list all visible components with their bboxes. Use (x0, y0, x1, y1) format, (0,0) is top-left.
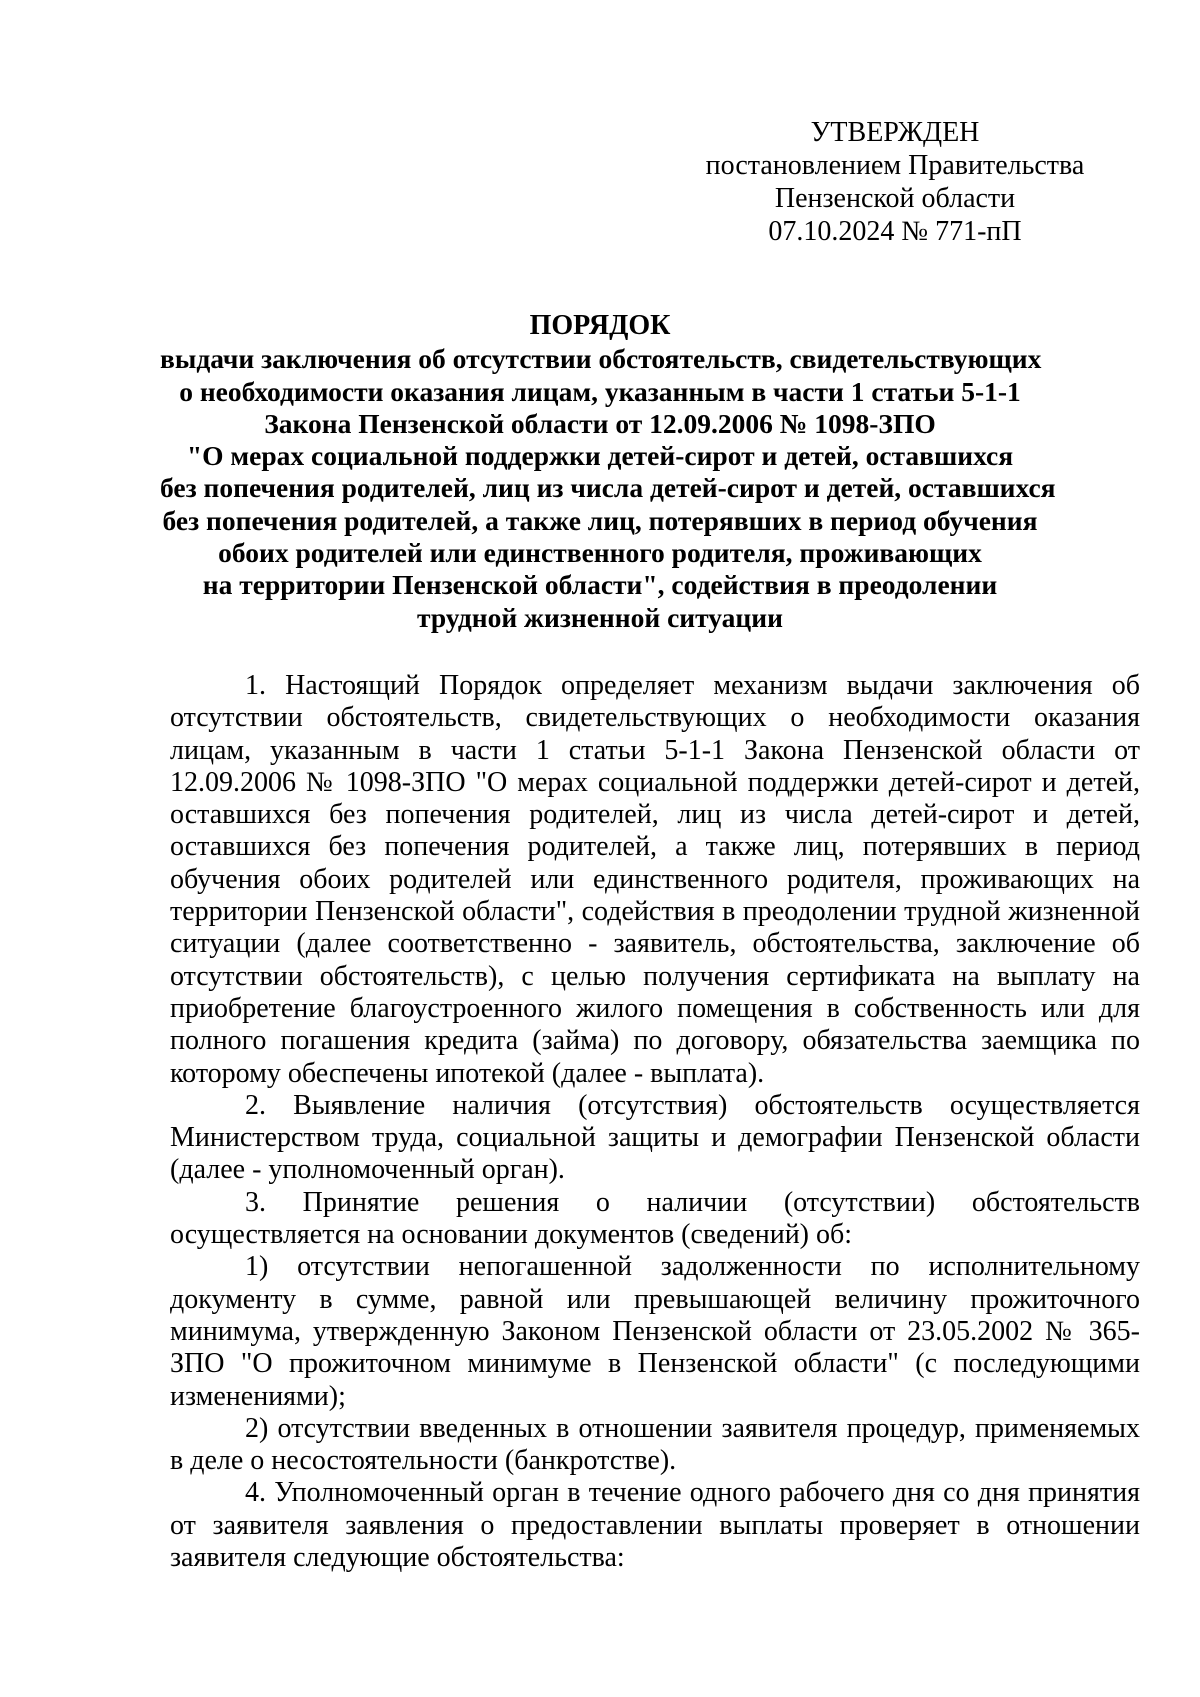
paragraph-2: 2. Выявление наличия (отсутствия) обстоятельств осуществляется Министерством труда, социальной защиты и демографии Пензенской области (далее - уполномоченный орган). (170, 1089, 1140, 1186)
document-body (170, 670, 1140, 1574)
approval-stamp (700, 116, 1090, 248)
subparagraph-3-2: 2) отсутствии введенных в отношении заявителя процедур, применяемых в деле о несостоятельности (банкротстве). (170, 1412, 1140, 1477)
approval-line: УТВЕРЖДЕН (810, 117, 980, 148)
approval-line: Пензенской области (774, 183, 1016, 214)
title-line: выдачи заключения об отсутствии обстоятельств, свидетельствующих (160, 343, 1042, 375)
paragraph-4: 4. Уполномоченный орган в течение одного рабочего дня со дня принятия от заявителя заявления о предоставлении выплаты проверяет в отношении заявителя следующие обстоятельства: (170, 1477, 1140, 1574)
approval-line: постановлением Правительства (705, 150, 1085, 181)
title-main: ПОРЯДОК (529, 310, 671, 341)
title-line: на территории Пензенской области", содействия в преодолении (202, 569, 998, 601)
title-line: обоих родителей или единственного родителя, проживающих (218, 537, 982, 569)
subparagraph-3-1: 1) отсутствии непогашенной задолженности по исполнительному документу в сумме, равной или превышающей величину прожиточного минимума, утвержденную Законом Пензенской области от 23.05.2002 № 365-ЗПО "О прожиточном минимуме в Пензенской области" (с последующими изменениями); (170, 1251, 1140, 1412)
approval-date-number: 07.10.2024 № 771-пП (768, 216, 1022, 247)
title-line: о необходимости оказания лицам, указанным в части 1 статьи 5-1-1 (179, 375, 1021, 407)
title-line: Закона Пензенской области от 12.09.2006 № 1098-ЗПО (264, 407, 936, 439)
title-line: "О мерах социальной поддержки детей-сирот и детей, оставшихся (186, 440, 1014, 472)
title-line: без попечения родителей, а также лиц, потерявших в период обучения (162, 504, 1038, 536)
paragraph-1: 1. Настоящий Порядок определяет механизм выдачи заключения об отсутствии обстоятельств, свидетельствующих о необходимости оказания лицам, указанным в части 1 статьи 5-1-1 Закона Пензенской области от 12.09.2006 № 1098-ЗПО "О мерах социальной поддержки детей-сирот и детей, оставшихся без попечения родителей, лиц из числа детей-сирот и детей, оставшихся без попечения родителей, а также лиц, потерявших в период обучения обоих родителей или единственного родителя, проживающих на территории Пензенской области", содействия в преодолении трудной жизненной ситуации (далее соответственно - заявитель, обстоятельства, заключение об отсутствии обстоятельств), с целью получения сертификата на выплату на приобретение благоустроенного жилого помещения в собственность или для полного погашения кредита (займа) по договору, обязательства заемщика по которому обеспечены ипотекой (далее - выплата). (170, 670, 1140, 1089)
paragraph-3: 3. Принятие решения о наличии (отсутствии) обстоятельств осуществляется на основании документов (сведений) об: (170, 1186, 1140, 1251)
title-line: трудной жизненной ситуации (417, 601, 783, 633)
document-title (160, 310, 1056, 634)
title-line: без попечения родителей, лиц из числа детей-сирот и детей, оставшихся (160, 472, 1056, 504)
